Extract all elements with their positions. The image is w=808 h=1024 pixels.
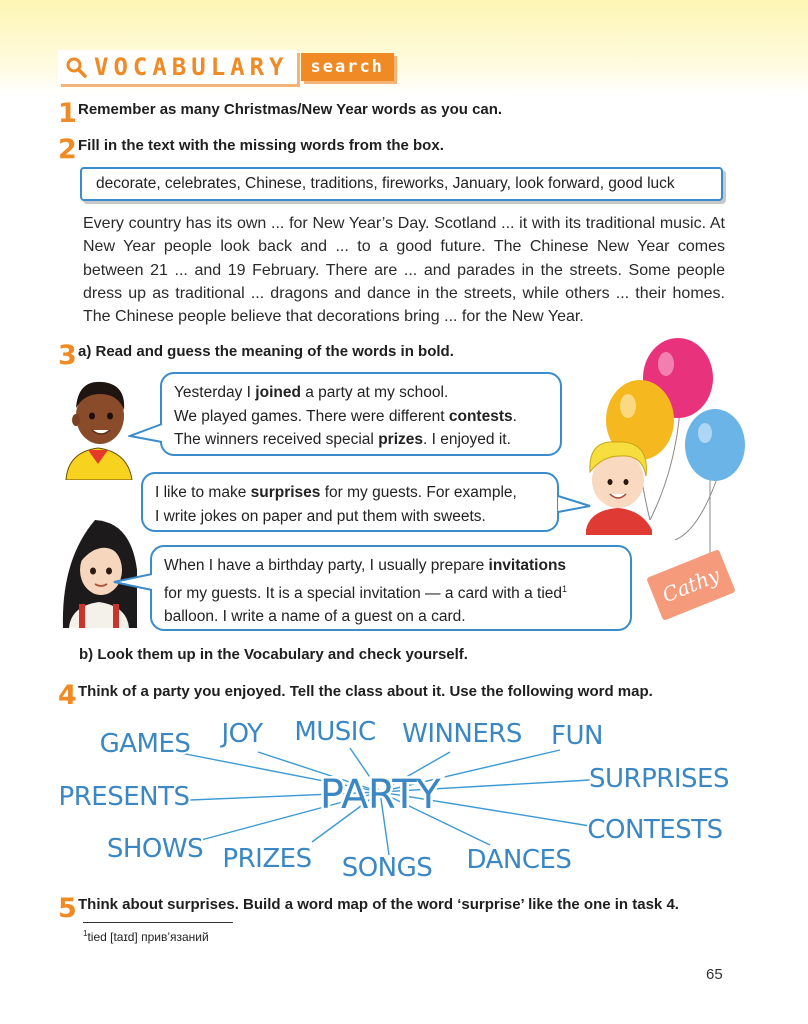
footnote: [83, 929, 209, 944]
word-map-word: MUSIC: [294, 717, 376, 747]
task-instruction: Remember as many Christmas/New Year words as you can.: [78, 101, 503, 118]
bubble-text: .: [512, 407, 517, 425]
bubble-text: I like to make: [155, 484, 251, 501]
task-instruction: Fill in the text with the missing words from the box.: [78, 137, 444, 154]
bubble-text: a party at my school.: [300, 384, 449, 401]
boy-illustration: [58, 372, 138, 480]
search-icon: [64, 55, 88, 79]
bubble-line: [155, 481, 545, 505]
bubble-tail: [128, 422, 164, 446]
task-instruction: Think of a party you enjoyed. Tell the class about it. Use the following word map.: [78, 683, 653, 700]
word-map-word: SONGS: [341, 853, 433, 883]
word-map-word: PRESENTS: [58, 782, 190, 812]
bubble-text: I write jokes on paper and put them with sweets.: [155, 507, 486, 525]
speech-bubble-girl: [150, 545, 632, 631]
bubble-text: balloon. I write a name of a guest on a card.: [164, 608, 466, 626]
task-number: 3: [58, 340, 77, 371]
task-instruction: a) Read and guess the meaning of the words in bold.: [78, 343, 454, 360]
bubble-line: [174, 405, 548, 429]
word-map-word: WINNERS: [402, 719, 522, 749]
word-map-word: SURPRISES: [589, 764, 729, 794]
search-tag: search: [301, 53, 394, 81]
task-instruction: Think about surprises. Build a word map of the word ‘surprise’ like the one in task 4.: [78, 896, 679, 913]
bubble-line: [164, 554, 618, 578]
bubble-line: [174, 381, 548, 405]
missing-words-box: decorate, celebrates, Chinese, traditions, fireworks, January, look forward, good luck: [80, 167, 723, 201]
bubble-line: [164, 578, 618, 606]
word-map-word: GAMES: [99, 729, 191, 759]
bubble-text: We played games. There were different: [174, 407, 449, 425]
bold-word-invitations: invitations: [488, 557, 567, 574]
blue-balloon: [685, 409, 745, 481]
word-map-word: PRIZES: [222, 844, 312, 874]
word-map-word: SHOWS: [106, 834, 204, 864]
bubble-text: Yesterday I: [174, 384, 256, 401]
footnote-text: tied [taɪd] прив’язаний: [87, 930, 209, 944]
bubble-text: for my guests. For example,: [320, 484, 517, 501]
tag-name: Cathy: [658, 562, 724, 608]
task-2: [58, 134, 444, 163]
bubble-text: for my guests. It is a special invitation — a card with a tied: [164, 584, 563, 602]
bubble-text: . I enjoyed it.: [423, 431, 511, 448]
bold-word-surprises: surprises: [250, 484, 321, 501]
bold-word-contests: contests: [448, 407, 513, 425]
task-number: 4: [58, 680, 77, 711]
bubble-text: The winners received special: [174, 431, 379, 448]
vocabulary-label: [58, 50, 297, 84]
vocabulary-search-header: [58, 50, 394, 84]
task-3b-instruction: b) Look them up in the Vocabulary and check yourself.: [79, 646, 468, 663]
task-5: [58, 893, 679, 922]
page-number: 65: [706, 966, 723, 983]
word-map-word: FUN: [551, 721, 603, 751]
word-map-word: DANCES: [466, 845, 572, 875]
speech-bubble-boy: [160, 372, 562, 456]
bold-word-joined: joined: [255, 384, 301, 401]
bubble-text: When I have a birthday party, I usually prepare: [164, 557, 489, 574]
task-3: [58, 340, 454, 369]
word-map-word: JOY: [221, 719, 263, 749]
word-map-center: PARTY: [319, 772, 441, 818]
party-word-map: [0, 700, 808, 900]
section-title: VOCABULARY: [94, 53, 289, 81]
bubble-line: [155, 505, 545, 529]
bubble-tail: [112, 572, 154, 596]
girl-illustration: [55, 510, 143, 628]
footnote-divider: [83, 922, 233, 923]
task-number: 1: [58, 98, 77, 129]
bubble-line: [174, 428, 548, 452]
footnote-marker: 1: [83, 929, 88, 938]
bubble-line: [164, 605, 618, 629]
task-number: 2: [58, 134, 77, 165]
speech-bubble-blond-boy: [141, 472, 559, 532]
task-1: [58, 98, 502, 127]
task-number: 5: [58, 893, 77, 924]
fill-in-text: Every country has its own ... for New Year’s Day. Scotland ... it with its traditional music. At New Year people look back and ... to a good future. The Chinese New Year comes between 21 ... and 19 February. There are ... and parades in the streets. Some people dress up as traditional ... dragons and dance in the streets, while others ... their homes. The Chinese people believe that decorations bring ... for the New Year.: [83, 215, 725, 326]
footnote-marker: 1: [562, 583, 568, 594]
word-map-word: CONTESTS: [587, 815, 723, 845]
bold-word-prizes: prizes: [378, 431, 423, 448]
